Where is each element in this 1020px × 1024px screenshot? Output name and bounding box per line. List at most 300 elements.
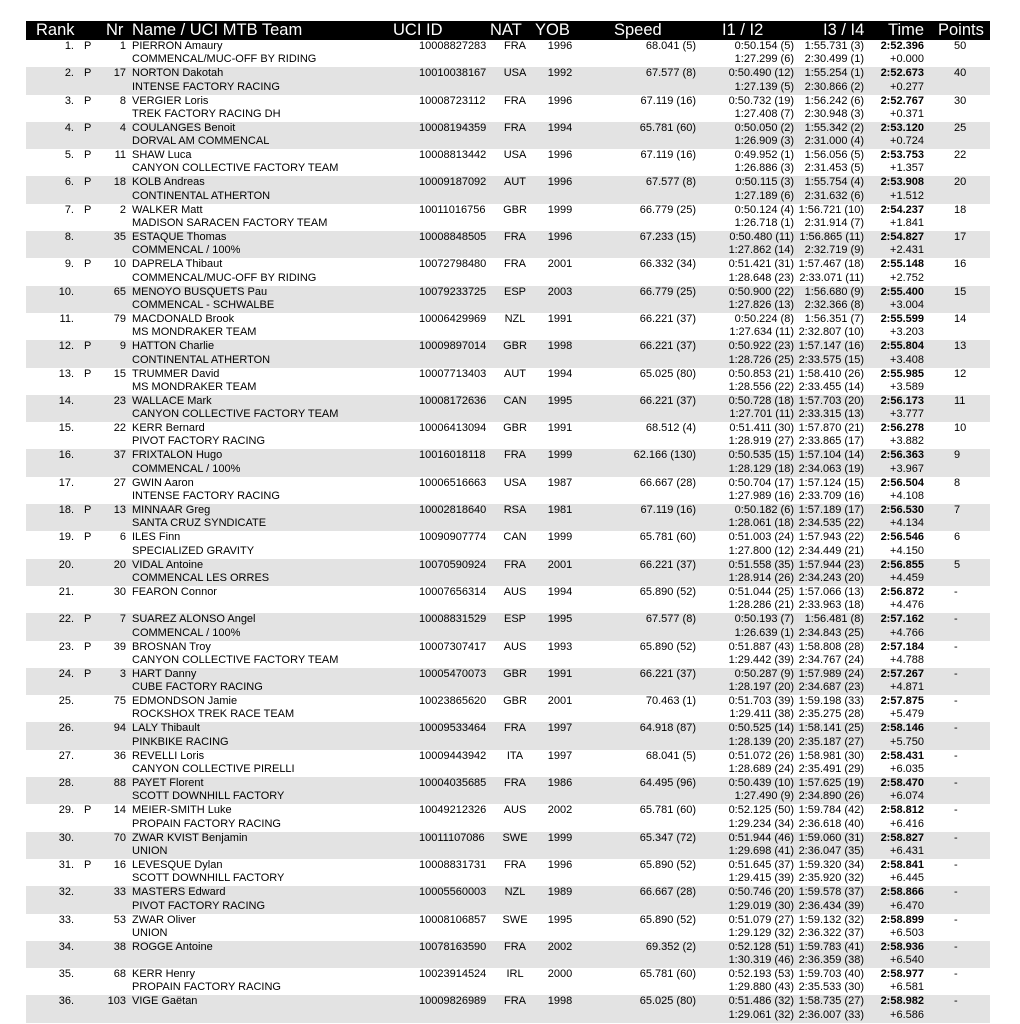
- split-i4: 2:31.632 (6): [804, 189, 864, 202]
- uci-id-cell: 10090907774: [419, 531, 487, 544]
- gap-cell: +6.445: [890, 872, 924, 885]
- gap-cell: +2.752: [890, 271, 924, 284]
- number-cell: 53: [113, 913, 126, 926]
- points-cell: 15: [954, 285, 967, 298]
- speed-cell: 66.221 (37): [639, 394, 696, 407]
- speed-cell: 68.041 (5): [645, 749, 696, 762]
- split-i1: 0:50.154 (5): [734, 40, 794, 52]
- number-cell: 9: [119, 340, 126, 353]
- split-i1: 0:50.922 (23): [728, 340, 794, 353]
- rank-cell: 32.: [58, 886, 74, 899]
- header-i3-i4: I3 / I4: [823, 21, 865, 39]
- speed-cell: 65.890 (52): [639, 585, 696, 598]
- rank-cell: 9.: [64, 258, 74, 271]
- split-i2: 1:29.129 (32): [728, 926, 794, 939]
- uci-id-cell: 10008831529: [419, 613, 487, 626]
- rank-cell: 10.: [58, 285, 74, 298]
- yob-cell: 1995: [547, 613, 573, 626]
- yob-cell: 1986: [547, 777, 573, 790]
- uci-id-cell: 10011016756: [419, 203, 486, 216]
- rank-cell: 21.: [58, 585, 74, 598]
- split-i1: 0:50.115 (3): [735, 176, 794, 189]
- table-row: [26, 231, 990, 258]
- points-cell: -: [954, 613, 958, 626]
- gap-cell: +5.479: [890, 708, 924, 721]
- nat-cell: FRA: [504, 995, 526, 1008]
- gap-cell: +6.540: [890, 954, 924, 967]
- split-i4: 2:35.533 (30): [798, 981, 864, 994]
- split-i4: 2:30.948 (3): [804, 107, 864, 120]
- nat-cell: GBR: [503, 203, 527, 216]
- rank-cell: 30.: [58, 831, 74, 844]
- table-row: [26, 368, 990, 395]
- table-row: [26, 95, 990, 122]
- split-i1: 0:50.050 (2): [734, 121, 794, 134]
- team-name: COMMENCAL - SCHWALBE: [132, 298, 275, 311]
- split-i3: 1:57.870 (21): [798, 422, 864, 435]
- speed-cell: 68.512 (4): [645, 422, 696, 435]
- split-i2: 1:27.862 (14): [728, 244, 794, 257]
- split-i3: 1:56.865 (11): [799, 231, 864, 244]
- rank-cell: 14.: [58, 394, 74, 407]
- uci-id-cell: 10004035685: [419, 777, 487, 790]
- rider-name: MINNAAR Greg: [132, 504, 211, 517]
- uci-id-cell: 10009533464: [419, 722, 487, 735]
- yob-cell: 1998: [547, 995, 573, 1008]
- split-i3: 1:57.944 (23): [798, 558, 864, 571]
- speed-cell: 66.221 (37): [639, 340, 696, 353]
- header-speed: Speed: [614, 21, 662, 39]
- pro-flag: P: [84, 367, 92, 380]
- uci-id-cell: 10008723112: [419, 94, 486, 107]
- split-i3: 1:55.731 (3): [804, 40, 864, 52]
- gap-cell: +4.459: [890, 571, 924, 584]
- rider-name: FEARON Connor: [132, 585, 217, 598]
- number-cell: 37: [113, 449, 126, 462]
- split-i2: 1:29.061 (32): [728, 1008, 794, 1021]
- number-cell: 22: [113, 422, 126, 435]
- table-header: [26, 21, 990, 40]
- nat-cell: USA: [503, 67, 527, 80]
- uci-id-cell: 10079233725: [419, 285, 487, 298]
- time-cell: 2:54.827: [880, 231, 924, 244]
- team-name: CONTINENTAL ATHERTON: [132, 189, 271, 202]
- split-i2: 1:28.139 (20): [728, 735, 794, 748]
- uci-id-cell: 10008827283: [419, 40, 487, 52]
- pro-flag: P: [84, 340, 92, 353]
- table-row: [26, 395, 990, 422]
- number-cell: 23: [113, 394, 126, 407]
- split-i2: 1:27.299 (6): [734, 53, 794, 66]
- rider-name: LALY Thibault: [132, 722, 200, 735]
- split-i1: 0:51.486 (32): [728, 995, 794, 1008]
- header-time: Time: [888, 21, 925, 39]
- team-name: SANTA CRUZ SYNDICATE: [132, 517, 267, 530]
- split-i1: 0:51.411 (30): [729, 422, 794, 435]
- team-name: COMMENCAL/MUC-OFF BY RIDING: [132, 53, 317, 66]
- pro-flag: P: [84, 667, 92, 680]
- points-cell: -: [954, 667, 958, 680]
- speed-cell: 67.233 (15): [639, 231, 696, 244]
- gap-cell: +4.108: [890, 490, 924, 503]
- rider-name: KOLB Andreas: [132, 176, 205, 189]
- time-cell: 2:53.908: [880, 176, 924, 189]
- nat-cell: FRA: [504, 94, 526, 107]
- split-i2: 1:27.139 (5): [734, 80, 794, 93]
- time-cell: 2:56.546: [880, 531, 924, 544]
- split-i3: 1:57.943 (22): [798, 531, 864, 544]
- yob-cell: 1998: [547, 340, 573, 353]
- split-i3: 1:55.754 (4): [804, 176, 864, 189]
- nat-cell: FRA: [504, 121, 526, 134]
- split-i2: 1:27.826 (13): [728, 298, 794, 311]
- time-cell: 2:58.977: [880, 968, 924, 981]
- split-i1: 0:50.193 (7): [734, 613, 794, 626]
- speed-cell: 65.890 (52): [639, 913, 696, 926]
- header-uci-id: UCI ID: [393, 21, 443, 39]
- time-cell: 2:58.812: [880, 804, 924, 817]
- number-cell: 68: [113, 968, 126, 981]
- rider-name: MEIER-SMITH Luke: [132, 804, 232, 817]
- gap-cell: +6.416: [890, 817, 924, 830]
- rider-name: SUAREZ ALONSO Angel: [132, 613, 256, 626]
- gap-cell: +3.589: [890, 380, 924, 393]
- split-i3: 1:57.189 (17): [798, 504, 864, 517]
- uci-id-cell: 10011107086: [419, 831, 485, 844]
- table-row: [26, 668, 990, 695]
- rider-name: ZWAR Oliver: [132, 913, 196, 926]
- split-i1: 0:51.944 (46): [728, 831, 794, 844]
- speed-cell: 67.119 (16): [640, 504, 696, 517]
- split-i1: 0:50.480 (11): [729, 231, 794, 244]
- time-cell: 2:53.753: [880, 149, 924, 162]
- split-i2: 1:30.319 (46): [728, 954, 794, 967]
- table-row: [26, 586, 990, 613]
- rank-cell: 15.: [58, 422, 74, 435]
- split-i3: 1:59.132 (32): [798, 913, 864, 926]
- yob-cell: 2003: [547, 285, 573, 298]
- number-cell: 4: [119, 121, 126, 134]
- points-cell: -: [954, 831, 958, 844]
- split-i4: 2:36.007 (33): [798, 1008, 864, 1021]
- rider-name: TRUMMER David: [132, 367, 220, 380]
- gap-cell: +3.777: [890, 408, 924, 421]
- points-cell: 5: [954, 558, 961, 571]
- gap-cell: +3.408: [890, 353, 924, 366]
- pro-flag: P: [84, 40, 92, 52]
- gap-cell: +2.431: [890, 244, 924, 257]
- time-cell: 2:55.148: [880, 258, 924, 271]
- table-row: [26, 40, 990, 67]
- points-cell: -: [954, 858, 958, 871]
- yob-cell: 1996: [547, 149, 573, 162]
- header-nat: NAT: [490, 21, 522, 39]
- pro-flag: P: [84, 504, 92, 517]
- gap-cell: +6.503: [890, 926, 924, 939]
- number-cell: 75: [113, 695, 126, 708]
- split-i1: 0:50.224 (8): [734, 312, 794, 325]
- time-cell: 2:55.400: [880, 285, 924, 298]
- points-cell: 10: [954, 422, 967, 435]
- split-i2: 1:29.234 (34): [728, 817, 794, 830]
- pro-flag: P: [84, 121, 92, 134]
- split-i4: 2:34.243 (20): [798, 571, 864, 584]
- team-name: TREK FACTORY RACING DH: [132, 107, 281, 120]
- split-i3: 1:56.680 (9): [804, 285, 864, 298]
- rank-cell: 34.: [58, 940, 74, 953]
- split-i2: 1:29.442 (39): [728, 653, 794, 666]
- time-cell: 2:55.804: [880, 340, 924, 353]
- table-row: [26, 340, 990, 367]
- points-cell: 25: [954, 121, 967, 134]
- speed-cell: 66.779 (25): [639, 285, 696, 298]
- table-row: [26, 995, 990, 1022]
- split-i4: 2:35.920 (32): [798, 872, 864, 885]
- split-i3: 1:59.578 (37): [798, 886, 864, 899]
- points-cell: -: [954, 886, 958, 899]
- split-i3: 1:58.735 (27): [798, 995, 864, 1008]
- split-i1: 0:52.128 (51): [728, 940, 794, 953]
- time-cell: 2:56.173: [880, 394, 924, 407]
- split-i3: 1:58.141 (25): [798, 722, 864, 735]
- pro-flag: P: [84, 613, 92, 626]
- team-name: COMMENCAL / 100%: [132, 626, 241, 639]
- table-row: [26, 422, 990, 449]
- number-cell: 13: [113, 504, 126, 517]
- speed-cell: 65.025 (80): [639, 995, 696, 1008]
- number-cell: 39: [113, 640, 126, 653]
- speed-cell: 66.221 (37): [639, 667, 696, 680]
- points-cell: 30: [954, 94, 967, 107]
- speed-cell: 67.119 (16): [640, 149, 696, 162]
- pro-flag: P: [84, 640, 92, 653]
- team-name: PIVOT FACTORY RACING: [132, 435, 266, 448]
- rank-cell: 29.: [58, 804, 74, 817]
- speed-cell: 65.781 (60): [639, 968, 696, 981]
- table-row: [26, 122, 990, 149]
- rider-name: VIDAL Antoine: [132, 558, 204, 571]
- points-cell: 12: [954, 367, 967, 380]
- split-i3: 1:55.254 (1): [804, 67, 864, 80]
- rider-name: FRIXTALON Hugo: [132, 449, 223, 462]
- points-cell: -: [954, 585, 958, 598]
- rider-name: KERR Henry: [132, 968, 195, 981]
- split-i4: 2:35.275 (28): [798, 708, 864, 721]
- number-cell: 65: [113, 285, 126, 298]
- rank-cell: 18.: [58, 504, 74, 517]
- gap-cell: +6.581: [890, 981, 924, 994]
- pro-flag: P: [84, 149, 92, 162]
- points-cell: -: [954, 913, 958, 926]
- split-i2: 1:27.701 (11): [729, 408, 794, 421]
- rank-cell: 12.: [58, 340, 74, 353]
- split-i2: 1:28.129 (18): [728, 462, 794, 475]
- uci-id-cell: 10023914524: [419, 968, 487, 981]
- team-name: COMMENCAL/MUC-OFF BY RIDING: [132, 271, 317, 284]
- number-cell: 94: [113, 722, 126, 735]
- uci-id-cell: 10009897014: [419, 340, 487, 353]
- yob-cell: 1997: [547, 749, 573, 762]
- number-cell: 16: [113, 858, 126, 871]
- rider-name: PAYET Florent: [132, 777, 204, 790]
- speed-cell: 66.332 (34): [639, 258, 696, 271]
- rider-name: REVELLI Loris: [132, 749, 205, 762]
- team-name: COMMENCAL LES ORRES: [132, 571, 270, 584]
- split-i1: 0:50.287 (9): [734, 667, 794, 680]
- table-row: [26, 832, 990, 859]
- time-cell: 2:56.530: [880, 504, 924, 517]
- pro-flag: P: [84, 804, 92, 817]
- points-cell: -: [954, 777, 958, 790]
- yob-cell: 1995: [547, 394, 573, 407]
- team-name: MADISON SARACEN FACTORY TEAM: [132, 217, 328, 230]
- split-i1: 0:51.645 (37): [728, 858, 794, 871]
- rank-cell: 13.: [58, 367, 74, 380]
- gap-cell: +5.750: [890, 735, 924, 748]
- speed-cell: 62.166 (130): [633, 449, 696, 462]
- header-nr: Nr: [106, 21, 124, 39]
- gap-cell: +1.512: [890, 189, 924, 202]
- rank-cell: 31.: [58, 858, 74, 871]
- header-rank: Rank: [36, 21, 75, 39]
- split-i3: 1:57.989 (24): [798, 667, 864, 680]
- yob-cell: 1991: [547, 422, 573, 435]
- uci-id-cell: 10006516663: [419, 476, 487, 489]
- number-cell: 30: [113, 585, 126, 598]
- points-cell: 20: [954, 176, 967, 189]
- split-i3: 1:56.481 (8): [804, 613, 864, 626]
- time-cell: 2:58.827: [880, 831, 924, 844]
- nat-cell: ITA: [506, 749, 524, 762]
- pro-flag: P: [84, 258, 92, 271]
- uci-id-cell: 10008813442: [419, 149, 487, 162]
- team-name: CANYON COLLECTIVE PIRELLI: [132, 763, 295, 776]
- points-cell: 22: [954, 149, 967, 162]
- split-i2: 1:26.639 (1): [734, 626, 794, 639]
- speed-cell: 64.918 (87): [639, 722, 696, 735]
- rider-name: ESTAQUE Thomas: [132, 231, 227, 244]
- yob-cell: 1989: [547, 886, 573, 899]
- nat-cell: FRA: [504, 722, 526, 735]
- nat-cell: SWE: [502, 831, 528, 844]
- pro-flag: P: [84, 203, 92, 216]
- rider-name: HATTON Charlie: [132, 340, 215, 353]
- split-i2: 1:29.880 (43): [728, 981, 794, 994]
- gap-cell: +4.871: [890, 681, 924, 694]
- split-i1: 0:50.124 (4): [734, 203, 794, 216]
- split-i2: 1:26.909 (3): [734, 135, 794, 148]
- uci-id-cell: 10007656314: [419, 585, 487, 598]
- split-i3: 1:55.342 (2): [804, 121, 864, 134]
- number-cell: 88: [113, 777, 126, 790]
- split-i1: 0:51.044 (25): [728, 585, 794, 598]
- yob-cell: 2001: [547, 558, 573, 571]
- gap-cell: +6.035: [890, 763, 924, 776]
- split-i2: 1:26.886 (3): [734, 162, 794, 175]
- points-cell: -: [954, 968, 958, 981]
- table-row: [26, 531, 990, 558]
- split-i2: 1:26.718 (1): [734, 217, 794, 230]
- split-i1: 0:50.853 (21): [728, 367, 794, 380]
- speed-cell: 65.890 (52): [639, 640, 696, 653]
- split-i4: 2:31.914 (7): [804, 217, 864, 230]
- nat-cell: FRA: [504, 258, 526, 271]
- nat-cell: GBR: [503, 340, 527, 353]
- points-cell: -: [954, 940, 958, 953]
- split-i4: 2:33.315 (13): [798, 408, 864, 421]
- yob-cell: 1995: [547, 913, 573, 926]
- yob-cell: 2001: [547, 695, 573, 708]
- rider-name: VERGIER Loris: [132, 94, 209, 107]
- time-cell: 2:53.120: [880, 121, 924, 134]
- points-cell: -: [954, 995, 958, 1008]
- split-i3: 1:59.198 (33): [798, 695, 864, 708]
- time-cell: 2:55.599: [880, 312, 924, 325]
- nat-cell: ESP: [503, 285, 526, 298]
- time-cell: 2:57.184: [880, 640, 924, 653]
- gap-cell: +4.788: [890, 653, 924, 666]
- rank-cell: 23.: [58, 640, 74, 653]
- rank-cell: 3.: [64, 94, 74, 107]
- rank-cell: 33.: [58, 913, 74, 926]
- points-cell: 40: [954, 67, 967, 80]
- split-i1: 0:50.535 (15): [728, 449, 794, 462]
- number-cell: 6: [119, 531, 126, 544]
- yob-cell: 1981: [547, 504, 573, 517]
- uci-id-cell: 10005560003: [419, 886, 487, 899]
- split-i4: 2:34.535 (22): [798, 517, 864, 530]
- points-cell: 17: [954, 231, 967, 244]
- rider-name: PIERRON Amaury: [132, 40, 223, 52]
- nat-cell: FRA: [504, 558, 526, 571]
- split-i3: 1:58.981 (30): [798, 749, 864, 762]
- time-cell: 2:52.396: [880, 40, 924, 52]
- split-i3: 1:57.703 (20): [798, 394, 864, 407]
- yob-cell: 2002: [547, 940, 573, 953]
- time-cell: 2:52.767: [880, 94, 924, 107]
- uci-id-cell: 10006429969: [419, 312, 487, 325]
- points-cell: 18: [954, 203, 967, 216]
- split-i1: 0:52.193 (53): [728, 968, 794, 981]
- yob-cell: 1999: [547, 203, 573, 216]
- rank-cell: 8.: [64, 231, 74, 244]
- time-cell: 2:57.162: [880, 613, 924, 626]
- table-row: [26, 722, 990, 749]
- yob-cell: 1987: [547, 476, 573, 489]
- number-cell: 18: [113, 176, 126, 189]
- points-cell: -: [954, 804, 958, 817]
- table-row: [26, 613, 990, 640]
- nat-cell: AUS: [503, 804, 527, 817]
- time-cell: 2:58.470: [880, 777, 924, 790]
- split-i2: 1:29.019 (30): [728, 899, 794, 912]
- speed-cell: 67.119 (16): [640, 94, 696, 107]
- split-i1: 0:52.125 (50): [728, 804, 794, 817]
- rank-cell: 19.: [58, 531, 74, 544]
- split-i3: 1:59.784 (42): [798, 804, 864, 817]
- split-i2: 1:28.689 (24): [728, 763, 794, 776]
- header-name-team: Name / UCI MTB Team: [132, 21, 303, 39]
- gap-cell: +3.882: [890, 435, 924, 448]
- uci-id-cell: 10002818640: [419, 504, 487, 517]
- team-name: MS MONDRAKER TEAM: [132, 326, 257, 339]
- rank-cell: 22.: [58, 613, 74, 626]
- number-cell: 1: [119, 40, 126, 52]
- table-row: [26, 559, 990, 586]
- uci-id-cell: 10008194359: [419, 121, 487, 134]
- table-row: [26, 941, 990, 968]
- yob-cell: 1996: [547, 858, 573, 871]
